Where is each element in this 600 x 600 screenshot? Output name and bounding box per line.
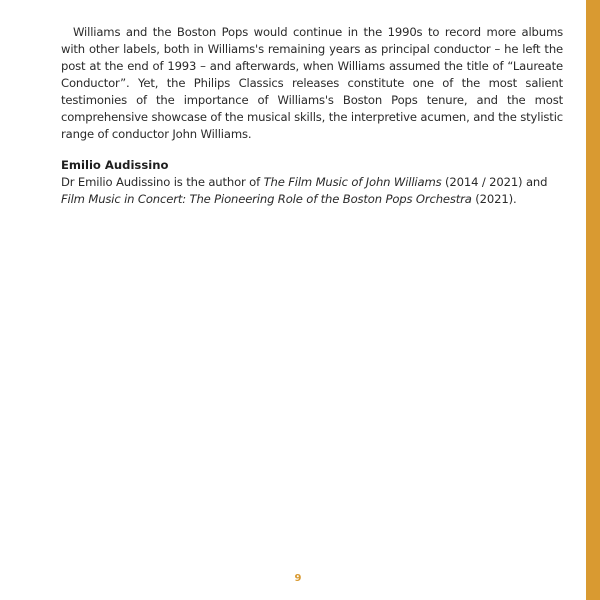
page-number: 9 xyxy=(294,573,302,584)
book-title-1: The Film Music of John Williams xyxy=(263,175,442,189)
book-years-2: (2021). xyxy=(471,192,517,206)
page-content xyxy=(61,24,563,208)
author-bio xyxy=(61,174,563,208)
author-name: Emilio Audissino xyxy=(61,158,169,172)
accent-bar xyxy=(586,0,600,600)
bio-prefix: Dr Emilio Audissino is the author of xyxy=(61,175,264,189)
book-title-2: Film Music in Concert: The Pioneering Role of the Boston Pops Orchestra xyxy=(61,192,472,206)
book-years-1: (2014 / 2021) and xyxy=(441,175,548,189)
body-paragraph: Williams and the Boston Pops would continue in the 1990s to record more albums with other labels, both in Williams's remaining years as principal conductor – he left the post at the end of 1993 – and afterwards, when Williams assumed the title of “Laureate Conductor”. Yet, the Philips Classics releases constitute one of the most salient testimonies of the importance of Williams's Boston Pops tenure, and the most comprehensive showcase of the musical skills, the interpretive acumen, and the stylistic range of conductor John Williams. xyxy=(61,25,563,141)
